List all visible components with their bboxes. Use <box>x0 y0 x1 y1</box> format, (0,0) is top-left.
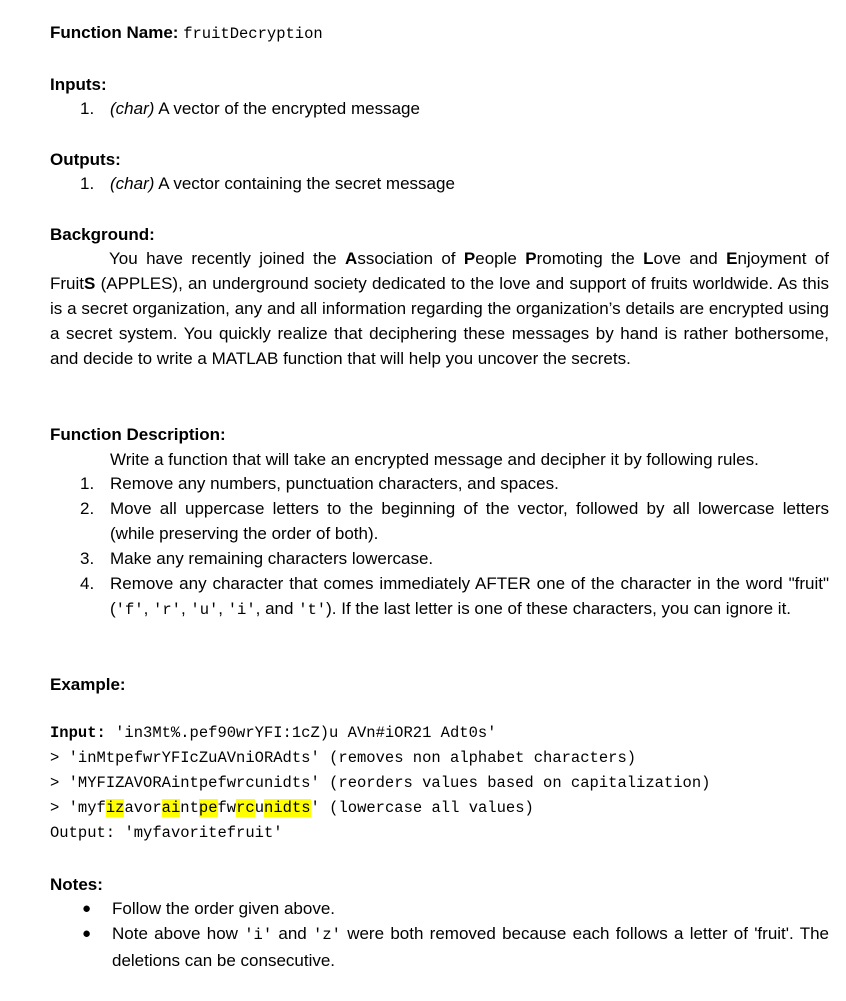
list-item <box>80 896 829 921</box>
step-3: Make any remaining characters lowercase. <box>110 549 434 568</box>
inputs-item-1: (char) A vector of the encrypted message <box>110 99 420 118</box>
example-input-line <box>50 724 497 742</box>
background-heading: Background: <box>50 225 155 244</box>
step-4: Remove any character that comes immediately AFTER one of the character in the word "fruit" ('f', 'r', 'u', 'i', and 't'). If the last letter is one of these characters, you can ignore it. <box>110 574 829 619</box>
function-name-line <box>50 23 323 43</box>
description-intro: Write a function that will take an encrypted message and decipher it by following rules. <box>110 450 759 469</box>
example-output-label: Output: <box>50 824 116 842</box>
function-name-value: fruitDecryption <box>183 25 323 43</box>
list-item <box>80 921 829 973</box>
example-step1-value: 'inMtpefwrYFIcZuAVniORAdts' <box>68 749 320 767</box>
description-steps <box>80 471 829 623</box>
bullet-icon: ● <box>82 900 92 917</box>
inputs-list <box>80 96 829 121</box>
example-step2-line: > 'MYFIZAVORAintpefwrcunidts' (reorders values based on capitalization) <box>50 774 711 792</box>
list-item: 2. Move all uppercase letters to the beginning of the vector, followed by all lowercase letters (while preserving the order of both). <box>80 496 829 546</box>
example-step3-line: > 'myfizavoraintpefwrcunidts' (lowercase all values) <box>50 799 534 817</box>
list-item: 1. Remove any numbers, punctuation characters, and spaces. <box>80 471 829 496</box>
note-2: Note above how 'i' and 'z' were both removed because each follows a letter of 'fruit'. The deletions can be consecutive. <box>112 924 829 970</box>
note-1: Follow the order given above. <box>112 899 336 918</box>
example-input-label: Input: <box>50 724 106 742</box>
example-step2-value: 'MYFIZAVORAintpefwrcunidts' <box>68 774 320 792</box>
example-step2-note: (reorders values based on capitalization) <box>329 774 711 792</box>
list-item: 1. (char) A vector of the encrypted message <box>80 96 829 121</box>
step-2: Move all uppercase letters to the beginning of the vector, followed by all lowercase letters (while preserving the order of both). <box>110 499 829 543</box>
example-step1-line: > 'inMtpefwrYFIcZuAVniORAdts' (removes non alphabet characters) <box>50 749 637 767</box>
list-item: 1. (char) A vector containing the secret message <box>80 171 829 196</box>
list-item: 3. Make any remaining characters lowercase. <box>80 546 829 571</box>
outputs-list <box>80 171 829 196</box>
example-output-value: 'myfavoritefruit' <box>124 824 283 842</box>
outputs-heading: Outputs: <box>50 150 121 169</box>
outputs-item-1: (char) A vector containing the secret message <box>110 174 455 193</box>
notes-list <box>80 896 829 973</box>
notes-heading: Notes: <box>50 875 103 894</box>
example-heading: Example: <box>50 675 126 694</box>
list-item: 4. Remove any character that comes immediately AFTER one of the character in the word "fruit" ('f', 'r', 'u', 'i', and 't'). If the last letter is one of these characters, you can ignore it. <box>80 571 829 623</box>
bullet-icon: ● <box>82 925 92 942</box>
step-1: Remove any numbers, punctuation characters, and spaces. <box>110 474 559 493</box>
example-step1-note: (removes non alphabet characters) <box>329 749 637 767</box>
example-output-line <box>50 824 283 842</box>
background-paragraph: You have recently joined the Association of People Promoting the Love and Enjoyment of FruitS (APPLES), an underground society dedicated to the love and support of fruits worldwide. As this is a secret organization, any and all information regarding the organization’s details are encrypted using a secret system. You quickly realize that deciphering these messages by hand is rather bothersome, and decide to write a MATLAB function that will help you uncover the secrets. <box>50 249 829 368</box>
example-step3-note: (lowercase all values) <box>329 799 534 817</box>
function-name-label: Function Name: <box>50 23 179 42</box>
description-heading: Function Description: <box>50 425 226 444</box>
example-step3-value: 'myfizavoraintpefwrcunidts' <box>68 799 320 817</box>
example-input-value: 'in3Mt%.pef90wrYFI:1cZ)u AVn#iOR21 Adt0s' <box>115 724 497 742</box>
inputs-heading: Inputs: <box>50 75 107 94</box>
